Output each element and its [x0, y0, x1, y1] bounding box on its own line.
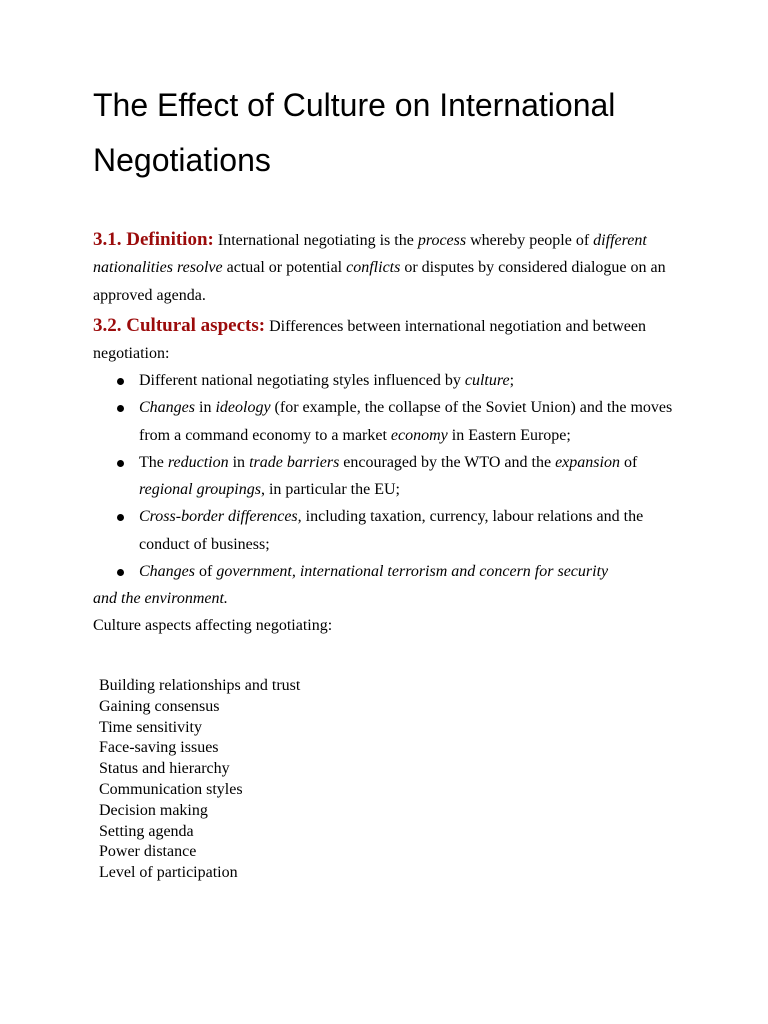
- list-item: [93, 558, 683, 585]
- list-item: Status and hierarchy: [99, 760, 230, 778]
- b2-text-2: (for example, the collapse of the Soviet Union) and the moves from a command economy to a market: [139, 399, 673, 444]
- cultural-aspects-heading: 3.2. Cultural aspects:: [93, 315, 266, 336]
- list-item: [93, 394, 683, 449]
- definition-text-1: International negotiating is the: [213, 232, 418, 249]
- b3-text-4: of: [619, 453, 638, 471]
- differences-list: [93, 367, 683, 585]
- definition-italic-3: conflicts: [346, 259, 401, 277]
- definition-text-4: or disputes by considered dialogue on an approved agenda.: [93, 259, 666, 304]
- cultural-aspects-paragraph: [93, 312, 683, 368]
- b3-italic-3: expansion: [555, 453, 620, 471]
- b3-text-3: encouraged by the WTO and the: [339, 453, 556, 471]
- b3-italic-2: trade barriers: [249, 453, 340, 471]
- b2-text-3: in Eastern Europe;: [447, 426, 571, 444]
- list-item: [93, 367, 683, 394]
- b3-text-1: The: [139, 453, 168, 471]
- aspects-list: [99, 676, 300, 884]
- list-item: Building relationships and trust: [99, 677, 301, 694]
- definition-italic-2: different nationalities resolve: [93, 232, 647, 277]
- list-item: Level of participation: [99, 864, 238, 882]
- b5-italic-1: Changes: [139, 563, 195, 581]
- list-item: [93, 449, 683, 504]
- b4-text-1: including taxation, currency, labour relations and the conduct of business;: [139, 508, 644, 553]
- definition-paragraph: [93, 226, 683, 309]
- list-item: Gaining consensus: [99, 697, 220, 715]
- b5-italic-2: government, international terrorism and concern for security: [216, 563, 609, 581]
- list-item: Communication styles: [99, 780, 243, 798]
- list-item: Face-saving issues: [99, 739, 219, 757]
- aspects-intro: Culture aspects affecting negotiating:: [93, 617, 333, 634]
- definition-text-2: whereby people of: [466, 232, 594, 249]
- b2-text-1: in: [195, 399, 216, 417]
- cultural-aspects-text: Differences between international negotiation and between negotiation:: [93, 318, 646, 363]
- definition-heading: 3.1. Definition:: [93, 229, 214, 250]
- b2-italic-1: Changes: [139, 399, 195, 417]
- b2-italic-3: economy: [390, 426, 448, 444]
- b1-text-1: Different national negotiating styles influenced by: [139, 372, 465, 389]
- b1-text-2: ;: [509, 372, 515, 389]
- b4-italic-1: Cross-border differences,: [139, 508, 302, 526]
- list-item: Time sensitivity: [99, 718, 202, 736]
- b5-continuation-text: and the environment.: [93, 590, 228, 607]
- b3-italic-1: reduction: [167, 453, 229, 471]
- document-title: The Effect of Culture on International Negotiations: [93, 87, 616, 178]
- b3-italic-4: regional groupings: [139, 481, 261, 499]
- definition-text-3: actual or potential: [222, 259, 347, 277]
- list-item: [93, 503, 683, 558]
- list-item: Decision making: [99, 801, 208, 819]
- b5-continuation: [93, 585, 683, 612]
- b2-italic-2: ideology: [215, 399, 271, 417]
- list-item: Setting agenda: [99, 822, 194, 840]
- definition-italic-1: process: [417, 232, 467, 249]
- list-item: Power distance: [99, 843, 197, 861]
- b5-text-1: of: [195, 563, 217, 581]
- b3-text-5: , in particular the EU;: [260, 481, 400, 499]
- b3-text-2: in: [228, 453, 250, 471]
- b1-italic-1: culture: [464, 372, 510, 389]
